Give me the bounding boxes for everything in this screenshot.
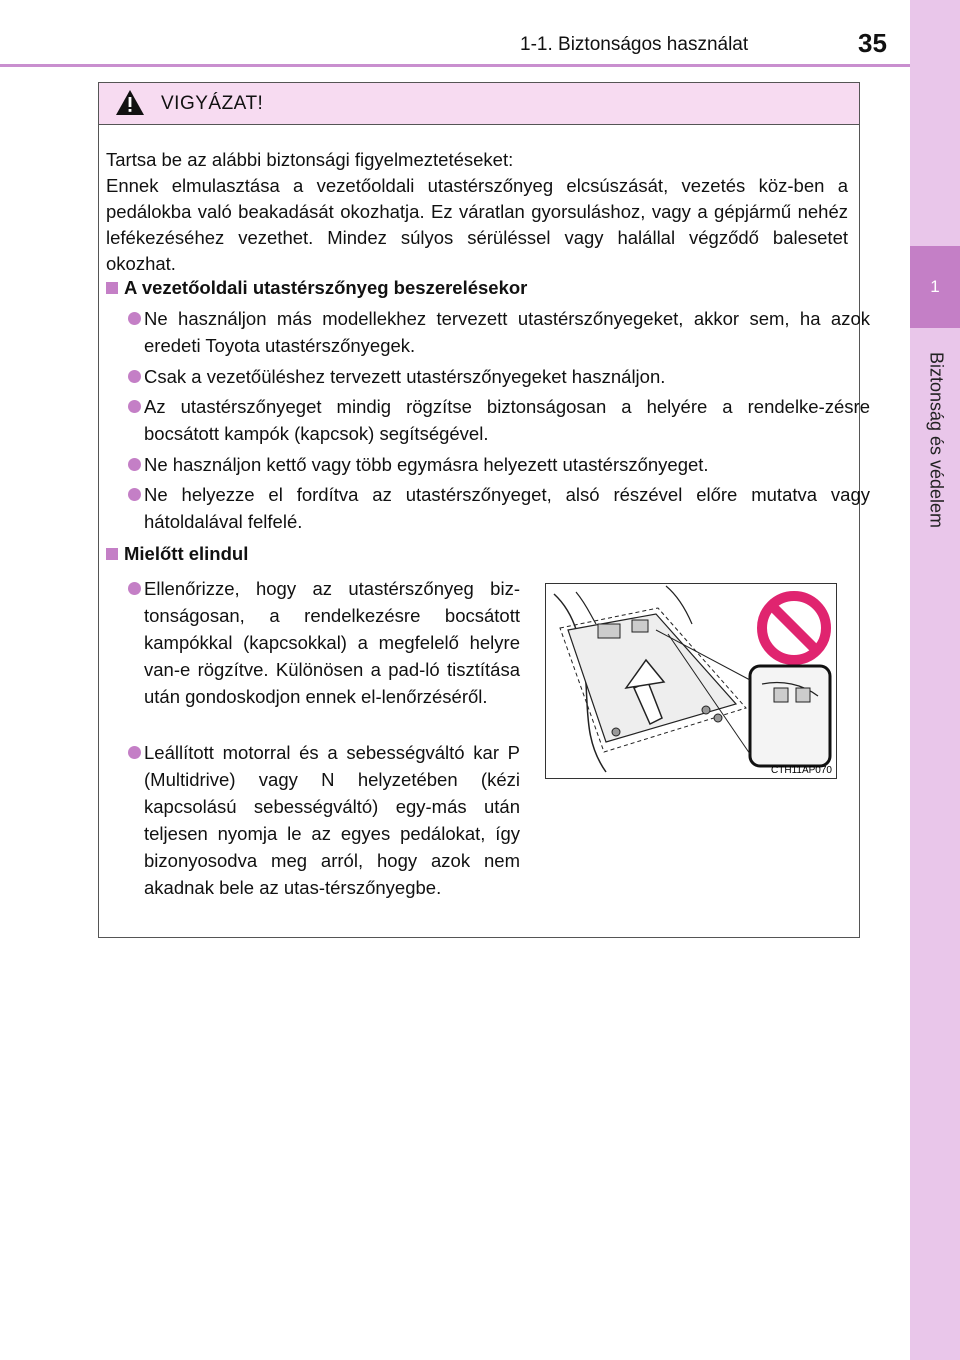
section-title: 1-1. Biztonságos használat <box>520 34 749 55</box>
warning-header <box>99 83 859 125</box>
warning-triangle-icon <box>115 89 145 116</box>
list-item <box>128 451 870 478</box>
list-item <box>128 739 520 901</box>
section-heading <box>106 543 248 565</box>
chapter-side-strip <box>910 0 960 1360</box>
list-item-text: Ellenőrizze, hogy az utastérszőnyeg biz-tonságosan, a rendelkezésre bocsátott kampókkal (kapcsokkal) a megfelelő helyre van-e rögzítve. Különösen a pad-ló tisztítása után gondoskodjon ennek el-lenőrzéséről. <box>144 578 520 707</box>
header-divider <box>0 64 910 67</box>
circle-bullet-icon <box>128 458 141 471</box>
list-item <box>128 575 520 710</box>
list-item-text: Ne helyezze el fordítva az utastérszőnyeget, alsó részével előre mutatva vagy hátoldalával felfelé. <box>144 484 870 532</box>
page-number: 35 <box>858 28 887 58</box>
warning-intro: Tartsa be az alábbi biztonsági figyelmeztetéseket: Ennek elmulasztása a vezetőoldali utastérszőnyeg elcsúszását, vezetés köz-ben a pedálokba való beakadását okozhatja. Ez váratlan gyorsuláshoz, vagy a gépjármű nehéz lefékezéséhez vezethet. Mindez súlyos sérüléssel vagy halállal végződő balesetet okozhat. <box>106 149 848 274</box>
list-item <box>128 481 870 535</box>
chapter-number-tab[interactable]: 1 <box>910 246 960 328</box>
circle-bullet-icon <box>128 400 141 413</box>
figure-caption: CTH11AP070 <box>771 765 832 776</box>
warning-box <box>98 82 870 938</box>
floor-mat-illustration <box>545 583 837 779</box>
section-heading <box>106 277 527 299</box>
circle-bullet-icon <box>128 312 141 325</box>
circle-bullet-icon <box>128 370 141 383</box>
list-item-text: Ne használjon más modellekhez tervezett utastérszőnyegeket, akkor sem, ha azok eredeti Toyota utastérszőnyegek. <box>144 308 870 356</box>
section-heading-text: Mielőtt elindul <box>124 543 249 564</box>
circle-bullet-icon <box>128 746 141 759</box>
list-item-text: Az utastérszőnyeget mindig rögzítse biztonságosan a helyére a rendelke-zésre bocsátott kampók (kapcsok) segítségével. <box>144 396 870 444</box>
circle-bullet-icon <box>128 582 141 595</box>
floor-mat-drawing <box>546 584 836 778</box>
warning-title: VIGYÁZAT! <box>161 93 264 114</box>
square-bullet-icon <box>106 282 118 294</box>
list-item <box>128 363 870 390</box>
list-item <box>128 393 870 447</box>
chapter-title: Biztonság és védelem <box>926 351 947 529</box>
list-item-text: Csak a vezetőüléshez tervezett utastérszőnyegeket használjon. <box>144 366 666 387</box>
square-bullet-icon <box>106 548 118 560</box>
list-item-text: Leállított motorral és a sebességváltó kar P (Multidrive) vagy N helyzetében (kézi kapcsolású sebességváltó) egy-más után teljesen nyomja le az egyes pedálokat, így bizonyosodva meg arról, hogy azok nem akadnak bele az utas-térszőnyegbe. <box>144 742 520 898</box>
section-heading-text: A vezetőoldali utastérszőnyeg beszerelésekor <box>124 277 528 298</box>
list-item-text: Ne használjon kettő vagy több egymásra helyezett utastérszőnyeget. <box>144 454 709 475</box>
prohibition-icon <box>762 596 826 660</box>
circle-bullet-icon <box>128 488 141 501</box>
list-item <box>128 305 870 359</box>
